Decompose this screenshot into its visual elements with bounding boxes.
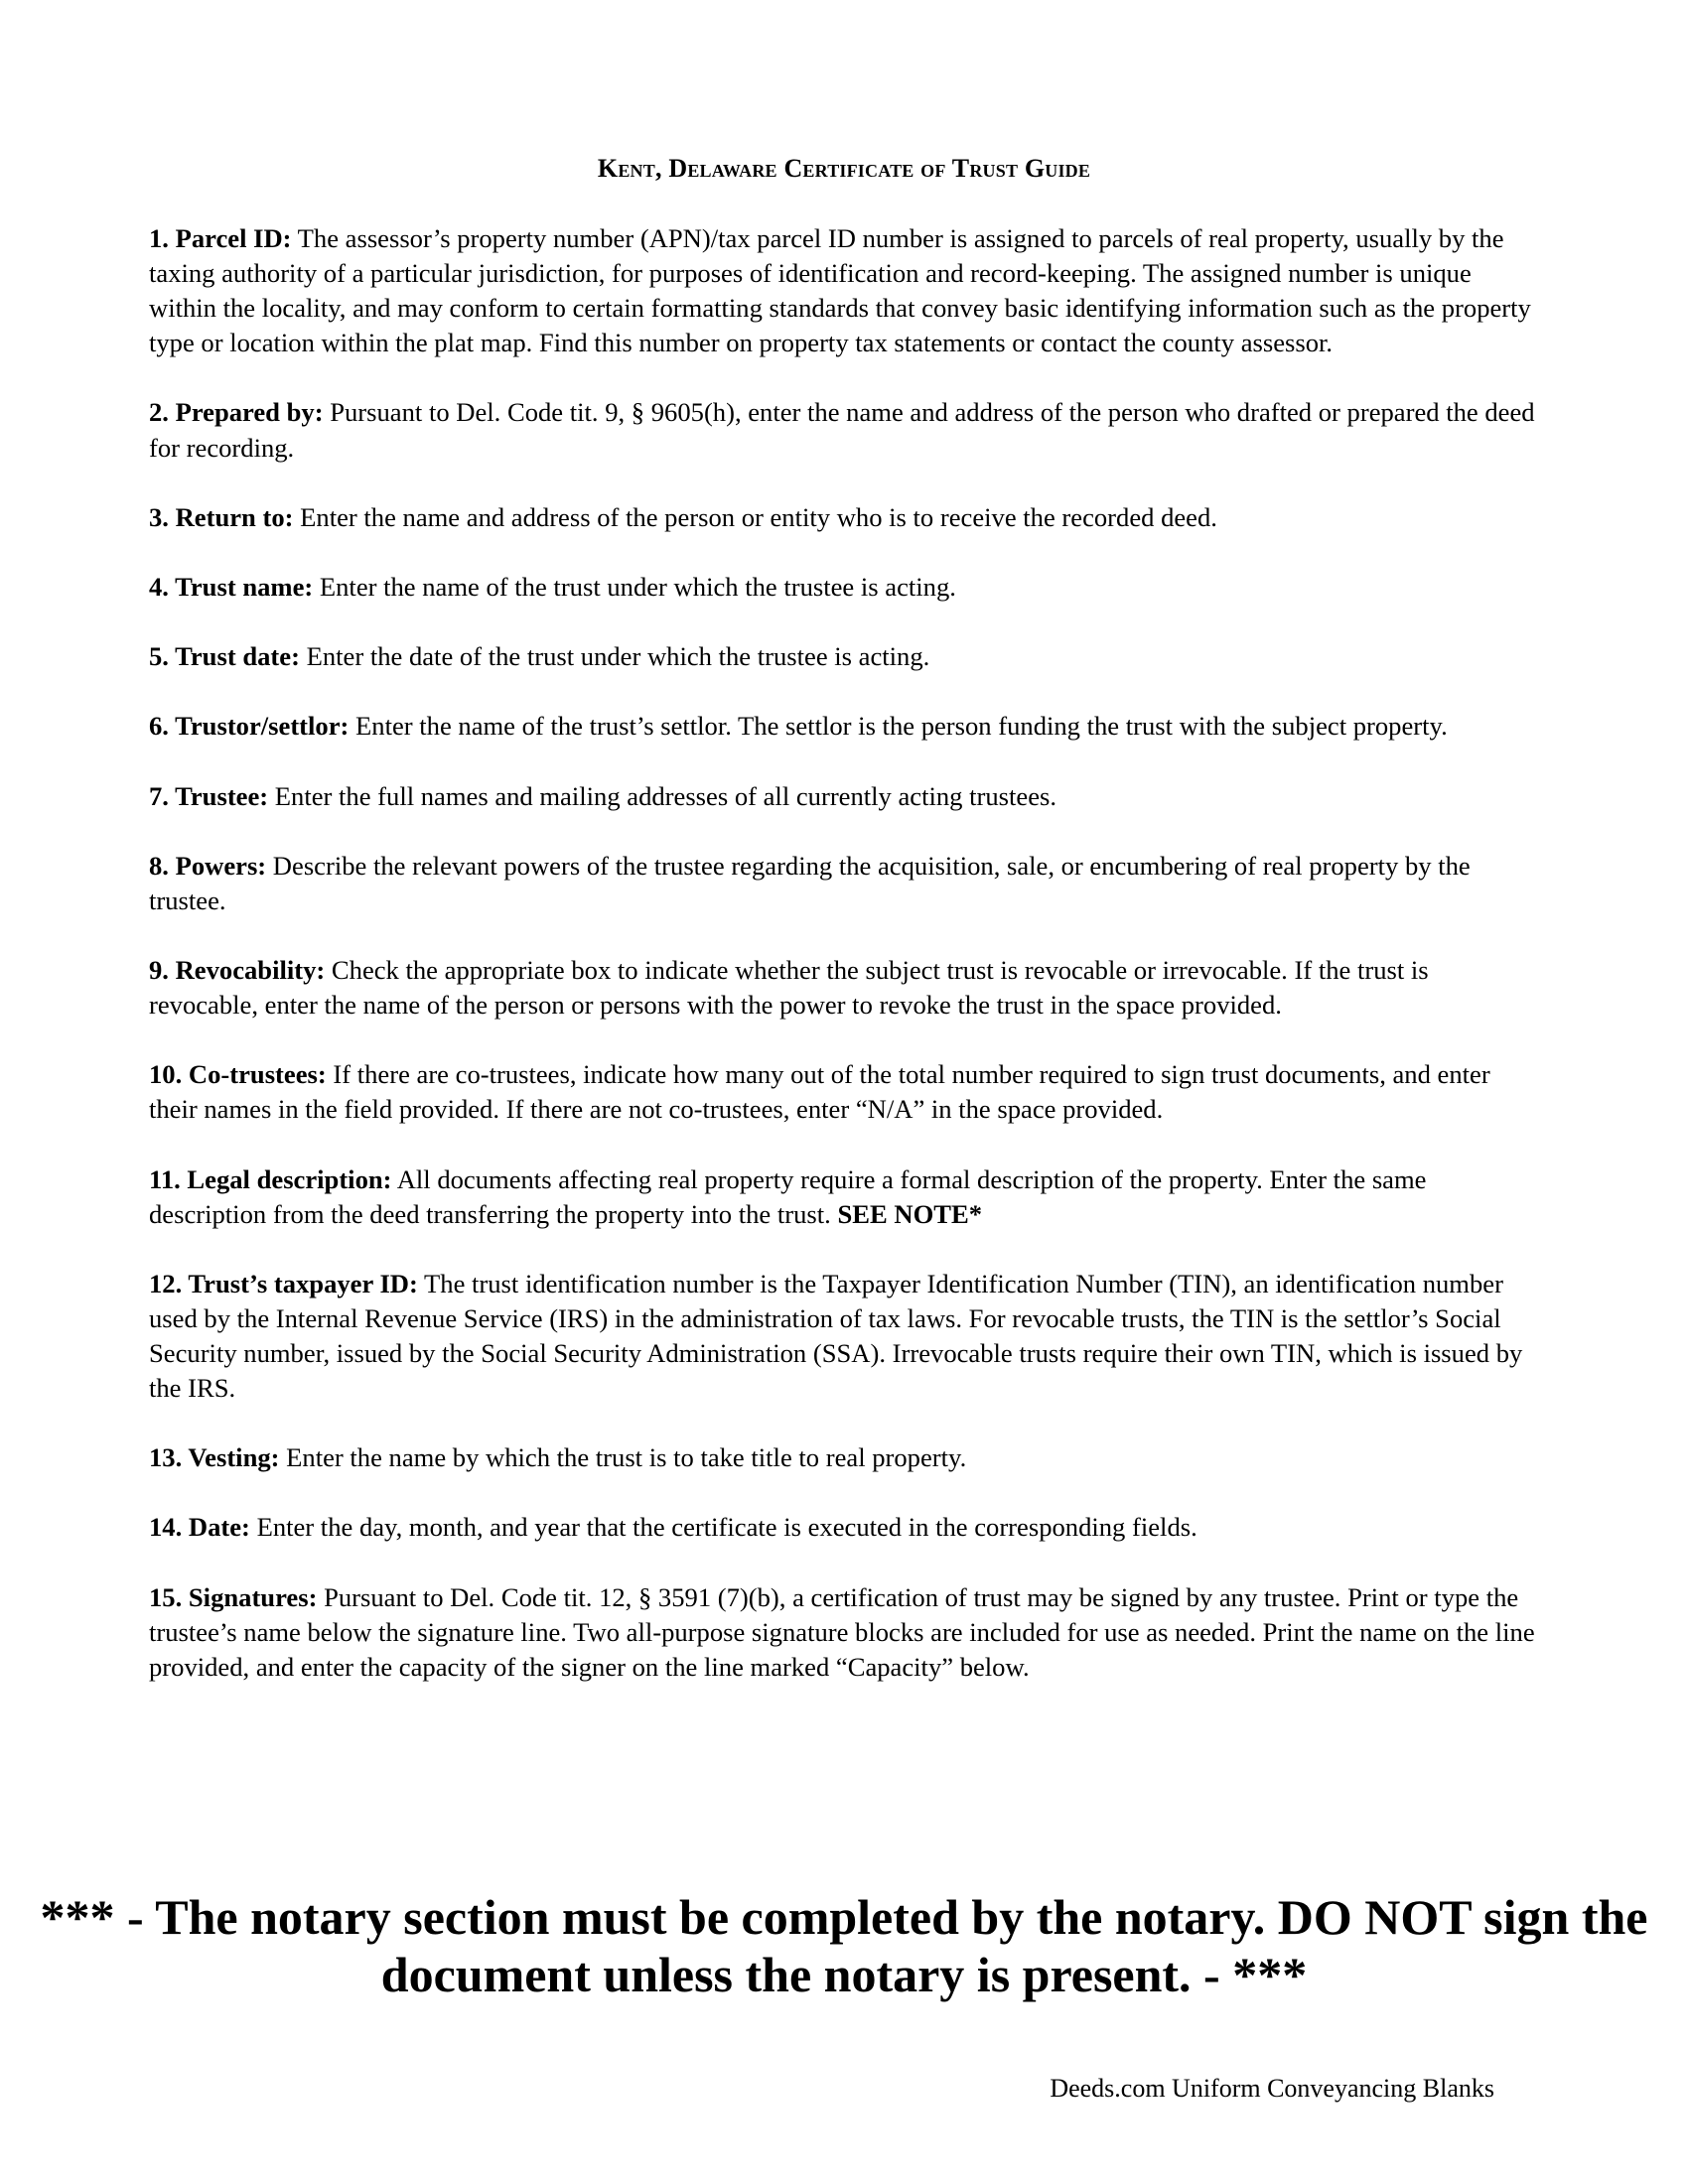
item-text: Enter the name by which the trust is to take title to real property. [279,1442,967,1473]
item-label: 4. Trust name: [149,571,314,602]
item-label: 8. Powers: [149,850,267,881]
item-label: 7. Trustee: [149,780,269,811]
guide-item-legal-description [149,1162,1539,1232]
guide-item-taxpayer-id [149,1267,1539,1406]
guide-item-trust-name [149,570,1539,605]
item-text: Enter the full names and mailing addresses of all currently acting trustees. [268,780,1057,811]
item-text: All documents affecting real property require a formal description of the property. Enter the same description from the deed transferring the property into the trust. [149,1163,1427,1229]
guide-item-parcel-id [149,221,1539,360]
guide-item-prepared-by [149,395,1539,465]
item-label: 6. Trustor/settlor: [149,711,350,742]
item-text: Pursuant to Del. Code tit. 9, § 9605(h), enter the name and address of the person who drafted or prepared the deed for recording. [149,397,1535,463]
guide-item-date [149,1510,1539,1545]
item-text: Enter the name of the trust under which the trustee is acting. [313,571,956,602]
item-text: Enter the name and address of the person or entity who is to receive the recorded deed. [293,501,1217,532]
item-label: 13. Vesting: [149,1442,280,1473]
guide-item-return-to [149,500,1539,535]
guide-item-trustee [149,779,1539,814]
item-text: Enter the day, month, and year that the certificate is executed in the corresponding fields. [249,1512,1197,1543]
guide-item-trustor-settlor [149,709,1539,744]
item-label: 12. Trust’s taxpayer ID: [149,1268,418,1298]
guide-item-powers [149,849,1539,918]
see-note-reference: SEE NOTE* [837,1198,983,1229]
item-text: Enter the date of the trust under which the trustee is acting. [299,641,930,672]
item-text: Check the appropriate box to indicate whether the subject trust is revocable or irrevocable. If the trust is revocable, enter the name of the person or persons with the power to revoke the trust in the space provided. [149,954,1429,1021]
item-text: Describe the relevant powers of the trustee regarding the acquisition, sale, or encumbering of real property by the trustee. [149,850,1471,915]
item-text: Enter the name of the trust’s settlor. The settlor is the person funding the trust with the subject property. [349,711,1448,742]
guide-item-trust-date [149,639,1539,674]
guide-item-revocability [149,953,1539,1023]
item-label: 1. Parcel ID: [149,223,292,253]
item-label: 15. Signatures: [149,1581,318,1612]
item-text: If there are co-trustees, indicate how many out of the total number required to sign trust documents, and enter their names in the field provided. If there are not co-trustees, enter “N/A” in the space provided. [149,1059,1490,1125]
guide-item-co-trustees [149,1057,1539,1127]
item-label: 10. Co-trustees: [149,1059,327,1090]
item-label: 14. Date: [149,1512,250,1543]
item-label: 2. Prepared by: [149,397,324,428]
item-text: Pursuant to Del. Code tit. 12, § 3591 (7)(b), a certification of trust may be signed by any trustee. Print or type the trustee’s name below the signature line. Two all-purpose signature blocks are included for use as needed. Print the name on the line provided, and enter the capacity of the signer on the line marked “Capacity” below. [149,1581,1535,1682]
guide-items-list [149,221,1539,1719]
item-text: The trust identification number is the Taxpayer Identification Number (TIN), an identification number used by the Internal Revenue Service (IRS) in the administration of tax laws. For revocable trusts, the TIN is the settlor’s Social Security number, issued by the Social Security Administration (SSA). Irrevocable trusts require their own TIN, which is issued by the IRS. [149,1268,1523,1404]
guide-item-vesting [149,1440,1539,1475]
item-label: 5. Trust date: [149,641,300,672]
item-text: The assessor’s property number (APN)/tax parcel ID number is assigned to parcels of real property, usually by the taxing authority of a particular jurisdiction, for purposes of identification and record-keeping. The assigned number is unique within the locality, and may conform to certain formatting standards that convey basic identifying information such as the property type or location within the plat map. Find this number on property tax statements or contact the county assessor. [149,223,1531,358]
item-label: 3. Return to: [149,501,294,532]
item-label: 11. Legal description: [149,1163,392,1194]
guide-item-signatures [149,1580,1539,1685]
page-footer: Deeds.com Uniform Conveyancing Blanks [1050,2074,1494,2103]
notary-warning: *** - The notary section must be completed by the notary. DO NOT sign the document unless the notary is present. - *** [40,1889,1648,2002]
item-label: 9. Revocability: [149,954,326,985]
document-title: Kent, Delaware Certificate of Trust Guide [597,154,1091,183]
